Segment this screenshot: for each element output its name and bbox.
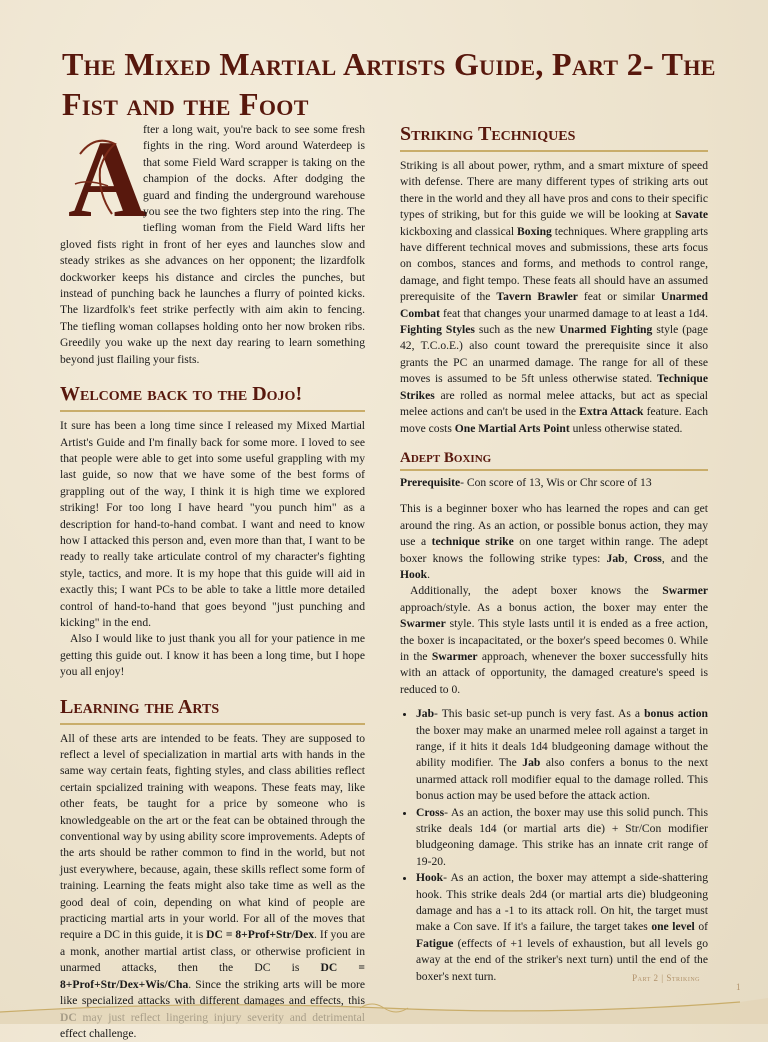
strike-item-jab: • Jab- This basic set-up punch is very fast. As a bonus action the boxer may make an unarmed melee roll against a target in range, if it hits it deals 1d4 bludgeoning damage without the ability modifier. The Jab also confers a bonus to the next unarmed attack roll modifier equal to the damage rolled. This bonus action may be used before the attack action.	[416, 706, 708, 804]
page-number: 1	[736, 982, 741, 992]
striking-heading: Striking Techniques	[400, 122, 708, 152]
strike-list	[400, 706, 708, 985]
dojo-paragraph-2: Also I would like to just thank you all for your patience in me getting this guide out. I know it has been a long time, but I hope you all enjoy!	[60, 632, 365, 679]
intro-section	[60, 118, 365, 368]
arts-heading: Learning the Arts	[60, 695, 365, 725]
adept-paragraph-1: This is a beginner boxer who has learned the ropes and can get around the ring. As an action, or possible bonus action, they may use a technique strike on one target within range. The adept boxer knows the following strike types: Jab, Cross, and the Hook.	[400, 502, 708, 581]
dropcap-letter: A	[68, 118, 148, 240]
strike-item-cross: • Cross- As an action, the boxer may use this solid punch. This strike deals 1d4 (or martial arts die) + Str/Con modifier bludgeoning damage. This strike has an innate crit range of 19-20.	[416, 805, 708, 871]
dojo-paragraph-1: It sure has been a long time since I released my Mixed Martial Artist's Guide and I'm finally back for some more. I loved to see that people were able to get into some useful grappling with my last guide, so now that we have some of the best forms of grappling out of the way, I think it is high time we explored striking! For too long I have heard "you punch him" as a description for hand-to-hand combat. I want and need to know how I attacked this person and, even more than that, I want to be ready to really take articulate control of my character's fighting style, tactics, and more. It is my hope that this guide will aid in exactly this; I want PCs to be able to take a little more detailed control of hand-to-hand that goes beyond "just punching and kicking" in the end.	[60, 419, 365, 629]
intro-paragraph: fter a long wait, you're back to see some fresh fights in the ring. Word around Waterdeep is that some Field Ward scrapper is taking on the champion of the docks. After dodging the guard and finding the underground warehouse you see the two fighters step into the ring. The tiefling woman from the Field Ward lifts her gloved fists right in front of her eyes and launches slow and steady strikes as she advances on her opponent; the lizardfolk dockworker keeps his distance and circles the punches, but instead of punching back he launches a flurry of pointed kicks. The lizardfolk's feet strike perfectly with aim akin to fencing. The tiefling woman collapses holding onto her now broken ribs. Greedily you wake up the next day rearing to learn something beyond just flailing your fists.	[60, 123, 365, 366]
strike-item-hook: • Hook- As an action, the boxer may attempt a side-shattering hook. This strike deals 2d4 (or martial arts die) bludgeoning damage and has a -1 to its attack roll. On hit, the target must make a Con save. If it's a failure, the target takes one level of Fatigue (effects of +1 levels of exhaustion, but all levels go away at the end of the striker's next turn) until the end of the boxer's next turn.	[416, 870, 708, 985]
footer-ornament	[0, 990, 768, 1024]
adept-boxing-heading: Adept Boxing	[400, 449, 708, 471]
striking-paragraph: Striking is all about power, rythm, and a smart mixture of speed with defense. There are many different types of striking arts out there in the world and they all have pros and cons to their specific types of striking, but for this guide we will be looking at Savate kickboxing and classical Boxing techniques. Where grappling arts have different technical moves and submissions, these arts focus on combos, stances and forms, and methods to control range, damage, and fight tempo. These feats all should have an assumed prerequisite of the Tavern Brawler feat or similar Unarmed Combat feat that changes your unarmed damage to at least a 1d4. Fighting Styles such as the new Unarmed Fighting style (page 42, T.C.o.E.) also count toward the prerequisite since it also grants the PC an unarmed damage. The range for all of these moves is assumed to be 5ft unless otherwise stated. Technique Strikes are rolled as normal melee attacks, but act as special melee actions and can't be used in the Extra Attack feature. Each move costs One Martial Arts Point unless otherwise stated.	[400, 159, 709, 435]
page-title: The Mixed Martial Artists Guide, Part 2- The Fist and the Foot	[62, 46, 716, 122]
adept-paragraph-2: Additionally, the adept boxer knows the Swarmer approach/style. As a bonus action, the boxer may enter the Swarmer style. This style lasts until it is ended as a free action, the boxer is incapacitated, or the boxer's speed becomes 0. While in the Swarmer approach, whenever the boxer successfully hits with an attack of opportunity, the damaged creature's speed is reduced to 0.	[400, 584, 708, 696]
adept-prerequisite: Prerequisite- Con score of 13, Wis or Chr score of 13	[400, 475, 652, 489]
dojo-heading: Welcome back to the Dojo!	[60, 382, 365, 412]
footer-section-label: Part 2 | Striking	[632, 973, 700, 983]
arts-paragraph: All of these arts are intended to be feats. They are supposed to reflect a level of specialization in martial arts with hands in the same way certain feats, fighting styles, and class abilities reflect certain spcialized training with weapons. These feats may, like other feats, be taught for a price by someone who is knowledgeable on the art or the feat can be obtained through the conventional way by using ability score improvements. Adepts of the arts should be rather common to find in the world, but not just everywhere, because, again, these skills reflect some form of training. Learning the feats might also take time as well as the good deal of coin, depending on what kind of people are practicing martial arts in your world. For all of the moves that require a DC in this guide, it is DC = 8+Prof+Str/Dex. If you are a monk, another martial artist class, or otherwise proficient in unarmed attacks, then the DC is DC = 8+Prof+Str/Dex+Wis/Cha. Since the striking arts will be more like specialized attacks with different damages and effects, this effect challenge.	[60, 731, 366, 1040]
right-column	[400, 122, 708, 985]
left-column	[60, 118, 366, 1042]
dropcap-illuminated-letter	[60, 118, 148, 240]
